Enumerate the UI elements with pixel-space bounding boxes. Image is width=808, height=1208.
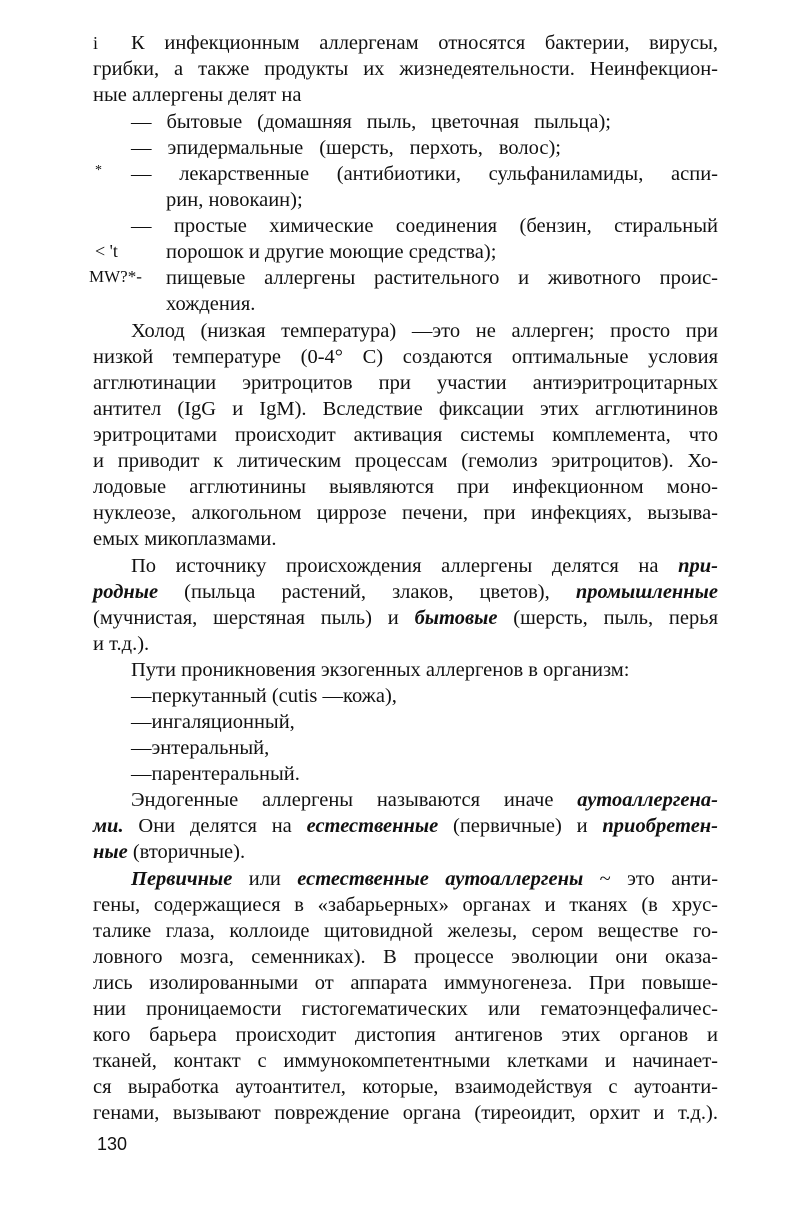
text-line: тканей, контакт с иммунокомпетентными клетками и начинает- — [93, 1050, 718, 1072]
emphasis: аутоаллергена- — [577, 789, 718, 811]
text-line: талике глаза, коллоиде щитовидной железы, сером веществе го- — [93, 920, 718, 942]
emphasis: Первичные — [131, 868, 233, 890]
text-line — [131, 787, 718, 813]
emphasis: бытовые — [414, 607, 498, 629]
text-line: Пути проникновения экзогенных аллергенов в организм: — [131, 659, 630, 681]
text-line: кого барьера происходит дистопия антигенов этих органов и — [93, 1024, 718, 1046]
list-item-cont: порошок и другие моющие средства); — [166, 241, 497, 263]
text-line — [93, 605, 718, 631]
margin-mark: MW?*- — [89, 267, 142, 286]
emphasis: при- — [678, 555, 718, 577]
text-line: низкой температуре (0-4° С) создаются оптимальные условия — [93, 346, 718, 368]
emphasis: естественные аутоаллергены — [297, 868, 584, 890]
text-line: и т.д.). — [93, 633, 150, 655]
text-line: емых микоплазмами. — [93, 528, 277, 550]
emphasis: родные — [93, 581, 159, 603]
text-span: (вторичные). — [127, 841, 246, 863]
emphasis: ные — [93, 841, 128, 863]
margin-mark: i — [93, 33, 99, 53]
text-line: К инфекционным аллергенам относятся бактерии, вирусы, — [131, 32, 718, 54]
emphasis: приобретен- — [602, 815, 718, 837]
list-item: —парентеральный. — [131, 763, 300, 785]
text-line: ловного мозга, семенниках). В процессе эволюции они оказа- — [93, 946, 718, 968]
text-line: эритроцитами происходит активация системы комплемента, что — [93, 424, 718, 446]
text-span: Эндогенные аллергены называются иначе — [131, 789, 578, 811]
emphasis: ми. — [93, 815, 124, 837]
list-item: — эпидермальные (шерсть, перхоть, волос); — [131, 137, 561, 159]
text-line: генами, вызывают повреждение органа (тиреоидит, орхит и т.д.). — [93, 1102, 718, 1124]
text-line — [93, 579, 718, 605]
text-line — [93, 839, 245, 865]
text-line: гены, содержащиеся в «забарьерных» органах и тканях (в хрус- — [93, 894, 718, 916]
text-line: лись изолированными от аппарата иммуногенеза. При повыше- — [93, 972, 718, 994]
text-line — [131, 866, 718, 892]
text-line — [131, 553, 718, 579]
page-number: 130 — [97, 1134, 128, 1154]
text-span: или — [232, 868, 298, 890]
text-span: ~ это анти- — [583, 868, 719, 890]
text-line: грибки, а также продукты их жизнедеятельности. Неинфекцион- — [93, 58, 718, 80]
text-line: лодовые агглютинины выявляются при инфекционном моно- — [93, 476, 718, 498]
text-span: Они делятся на — [123, 815, 307, 837]
text-span: (первичные) и — [438, 815, 603, 837]
text-line: и приводит к литическим процессам (гемолиз эритроцитов). Хо- — [93, 450, 718, 472]
text-span: (пыльца растений, злаков, цветов), — [158, 581, 576, 603]
list-item-cont: хождения. — [166, 293, 256, 315]
text-span: (шерсть, пыль, перья — [497, 607, 718, 629]
margin-mark: < 't — [95, 241, 118, 261]
emphasis: промышленные — [575, 581, 718, 603]
text-line: ся выработка аутоантител, которые, взаимодействуя с аутоанти- — [93, 1076, 718, 1098]
text-line: антител (IgG и IgM). Вследствие фиксации этих агглютининов — [93, 398, 718, 420]
list-item: — простые химические соединения (бензин, стиральный — [131, 215, 718, 237]
list-item: — лекарственные (антибиотики, сульфаниламиды, аспи- — [131, 163, 718, 185]
list-item: —ингаляционный, — [131, 711, 295, 733]
text-span: (мучнистая, шерстяная пыль) и — [93, 607, 415, 629]
text-line: ные аллергены делят на — [93, 84, 302, 106]
text-line: агглютинации эритроцитов при участии антиэритроцитарных — [93, 372, 718, 394]
text-line: нуклеозе, алкогольном циррозе печени, при инфекциях, вызыва- — [93, 502, 718, 524]
list-item: —перкутанный (cutis —кожа), — [131, 685, 397, 707]
text-line — [93, 813, 718, 839]
text-line: нии проницаемости гистогематических или гематоэнцефаличес- — [93, 998, 718, 1020]
margin-mark: * — [95, 163, 102, 178]
list-item: пищевые аллергены растительного и животного проис- — [166, 267, 718, 289]
emphasis: естественные — [306, 815, 439, 837]
text-line: Холод (низкая температура) —это не аллерген; просто при — [131, 320, 718, 342]
list-item: —энтеральный, — [131, 737, 270, 759]
text-span: По источнику происхождения аллергены делятся на — [131, 555, 679, 577]
list-item: — бытовые (домашняя пыль, цветочная пыльца); — [131, 111, 611, 133]
list-item-cont: рин, новокаин); — [166, 189, 303, 211]
